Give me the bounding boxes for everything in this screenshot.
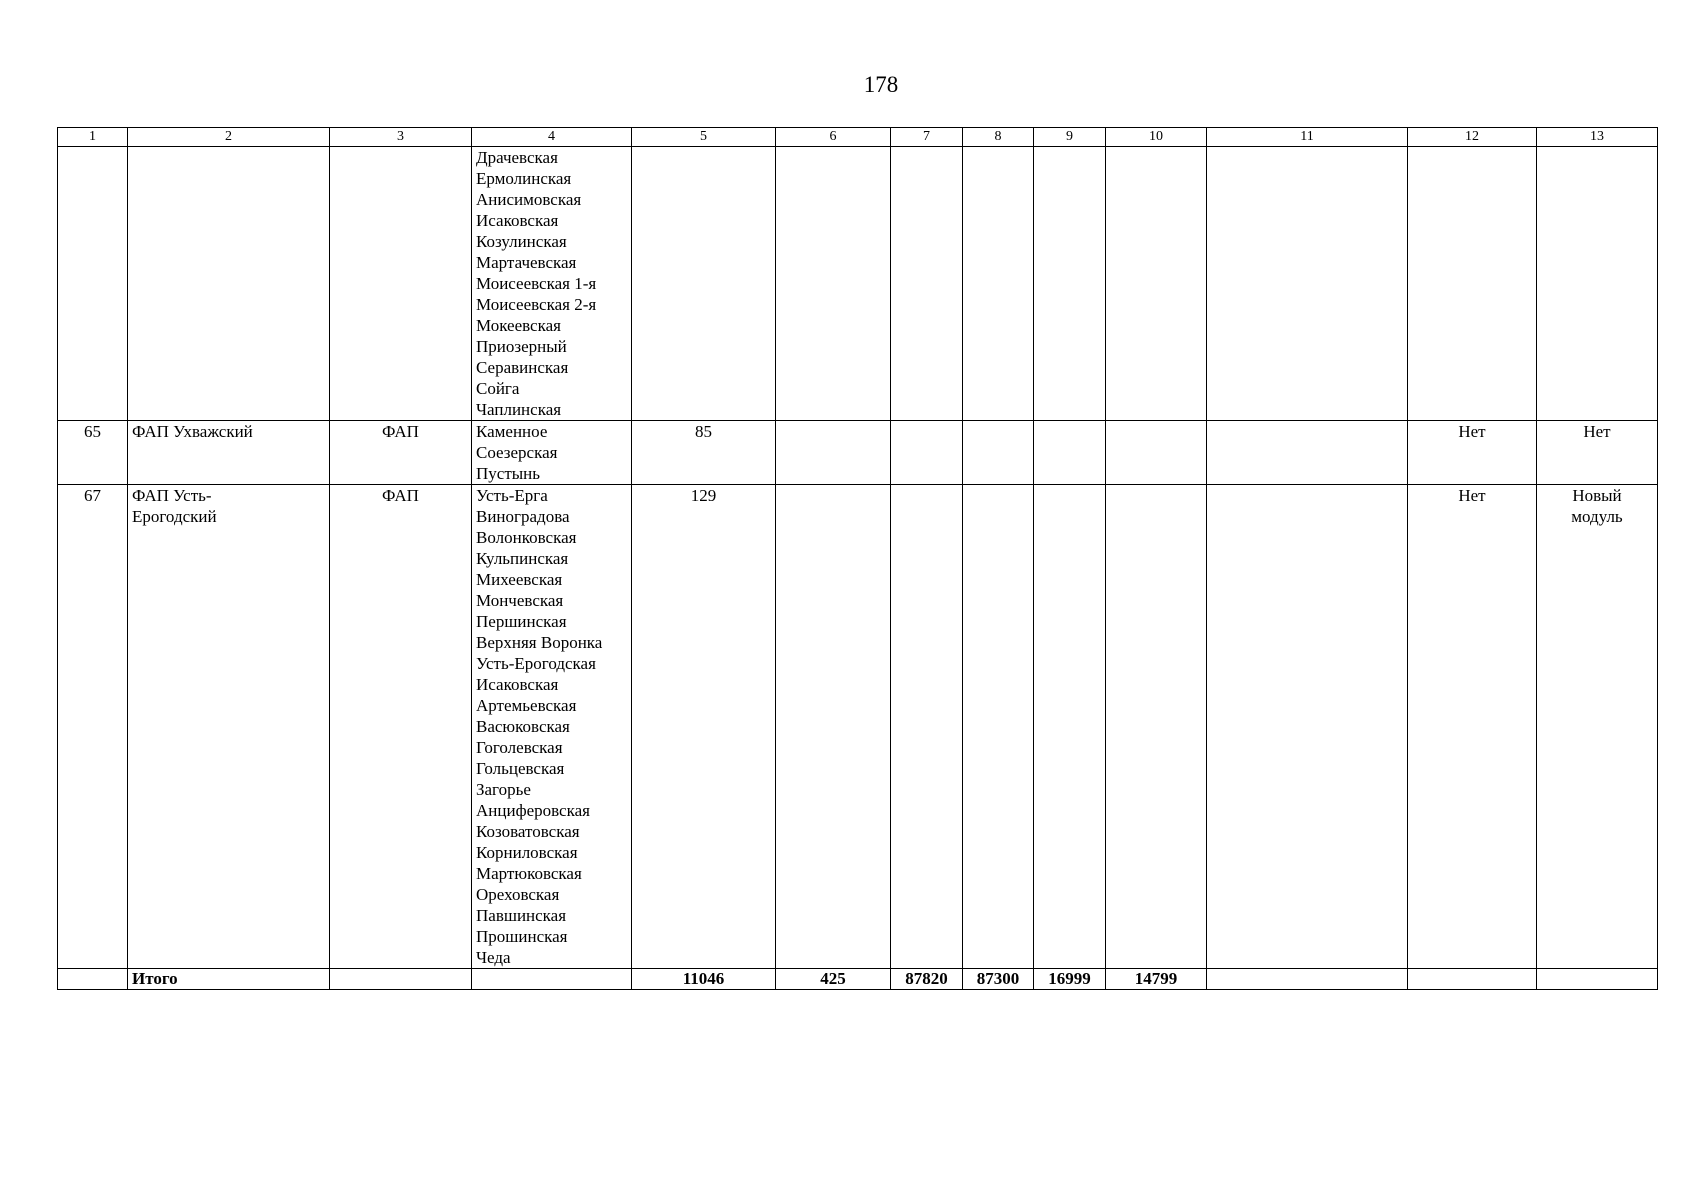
row-number-cell: 65 bbox=[58, 421, 128, 485]
column-header: 13 bbox=[1537, 128, 1658, 147]
data-cell bbox=[330, 969, 472, 990]
cell-line: Корниловская bbox=[476, 843, 578, 862]
cell-line: Першинская bbox=[476, 612, 567, 631]
column-header: 8 bbox=[963, 128, 1034, 147]
column-header: 5 bbox=[632, 128, 776, 147]
cell-line: Михеевская bbox=[476, 570, 563, 589]
data-cell bbox=[472, 969, 632, 990]
cell-line: Чеда bbox=[476, 948, 511, 967]
cell-line: Васюковская bbox=[476, 717, 570, 736]
status-cell: Нет bbox=[1408, 485, 1537, 969]
data-cell bbox=[1207, 421, 1408, 485]
total-value: 425 bbox=[776, 969, 891, 990]
data-cell bbox=[963, 485, 1034, 969]
cell-line: Нет bbox=[1583, 422, 1611, 441]
cell-line: Анциферовская bbox=[476, 801, 590, 820]
status-cell: Нет bbox=[1408, 421, 1537, 485]
status-cell bbox=[1408, 147, 1537, 421]
facility-name-cell bbox=[128, 421, 330, 485]
cell-line: Соезерская bbox=[476, 443, 558, 462]
cell-line: Чаплинская bbox=[476, 400, 562, 419]
table-row bbox=[58, 147, 1658, 421]
cell-line: Моисеевская 1-я bbox=[476, 274, 597, 293]
cell-line: Виноградова bbox=[476, 507, 570, 526]
column-header: 6 bbox=[776, 128, 891, 147]
table-row bbox=[58, 421, 1658, 485]
data-cell bbox=[1207, 485, 1408, 969]
note-cell bbox=[1537, 147, 1658, 421]
cell-line: Мартюковская bbox=[476, 864, 582, 883]
cell-line: Павшинская bbox=[476, 906, 567, 925]
note-cell bbox=[1537, 421, 1658, 485]
column-header: 7 bbox=[891, 128, 963, 147]
data-cell bbox=[1537, 969, 1658, 990]
data-cell bbox=[1408, 969, 1537, 990]
data-cell bbox=[1106, 147, 1207, 421]
cell-line: Козоватовская bbox=[476, 822, 580, 841]
data-cell bbox=[891, 485, 963, 969]
facility-name-cell bbox=[128, 147, 330, 421]
facility-type-cell: ФАП bbox=[330, 485, 472, 969]
cell-line: Исаковская bbox=[476, 675, 559, 694]
data-cell bbox=[1106, 485, 1207, 969]
column-header: 12 bbox=[1408, 128, 1537, 147]
population-cell: 85 bbox=[632, 421, 776, 485]
cell-line: Волонковская bbox=[476, 528, 577, 547]
cell-line: модуль bbox=[1571, 507, 1623, 526]
facility-type-cell bbox=[330, 147, 472, 421]
population-cell: 129 bbox=[632, 485, 776, 969]
cell-line: Мокеевская bbox=[476, 316, 561, 335]
total-value: 87300 bbox=[963, 969, 1034, 990]
data-cell bbox=[58, 969, 128, 990]
row-number-cell: 67 bbox=[58, 485, 128, 969]
data-cell bbox=[1106, 421, 1207, 485]
data-cell bbox=[776, 421, 891, 485]
column-header: 11 bbox=[1207, 128, 1408, 147]
column-number-row bbox=[58, 128, 1658, 147]
note-cell bbox=[1537, 485, 1658, 969]
cell-line: Ерогодский bbox=[132, 507, 217, 526]
row-number-cell bbox=[58, 147, 128, 421]
cell-line: Сойга bbox=[476, 379, 520, 398]
cell-line: Каменное bbox=[476, 422, 548, 441]
column-header: 2 bbox=[128, 128, 330, 147]
total-value: 11046 bbox=[632, 969, 776, 990]
cell-line: Мончевская bbox=[476, 591, 564, 610]
cell-line: Приозерный bbox=[476, 337, 567, 356]
total-value: 87820 bbox=[891, 969, 963, 990]
cell-line: Усть-Ерга bbox=[476, 486, 548, 505]
total-value: 16999 bbox=[1034, 969, 1106, 990]
cell-line: Кульпинская bbox=[476, 549, 569, 568]
settlement-list-cell bbox=[472, 147, 632, 421]
data-cell bbox=[1034, 485, 1106, 969]
cell-line: Драчевская bbox=[476, 148, 558, 167]
cell-line: Серавинская bbox=[476, 358, 569, 377]
cell-line: Мартачевская bbox=[476, 253, 577, 272]
cell-line: Пустынь bbox=[476, 464, 541, 483]
data-cell bbox=[1034, 147, 1106, 421]
table-row bbox=[58, 485, 1658, 969]
total-row bbox=[58, 969, 1658, 990]
population-cell bbox=[632, 147, 776, 421]
column-header: 1 bbox=[58, 128, 128, 147]
data-cell bbox=[1034, 421, 1106, 485]
column-header: 4 bbox=[472, 128, 632, 147]
facility-name-cell bbox=[128, 485, 330, 969]
total-label: Итого bbox=[128, 969, 330, 990]
cell-line: Верхняя Воронка bbox=[476, 633, 603, 652]
cell-line: Гольцевская bbox=[476, 759, 565, 778]
settlement-list-cell bbox=[472, 421, 632, 485]
cell-line: Прошинская bbox=[476, 927, 568, 946]
cell-line: Гоголевская bbox=[476, 738, 563, 757]
data-cell bbox=[1207, 969, 1408, 990]
settlement-list-cell bbox=[472, 485, 632, 969]
cell-line: Усть-Ерогодская bbox=[476, 654, 596, 673]
cell-line: Артемьевская bbox=[476, 696, 577, 715]
cell-line: ФАП Ухважский bbox=[132, 422, 253, 441]
data-cell bbox=[963, 147, 1034, 421]
cell-line: Ореховская bbox=[476, 885, 560, 904]
column-header: 9 bbox=[1034, 128, 1106, 147]
page-number: 178 bbox=[863, 72, 899, 97]
cell-line: Козулинская bbox=[476, 232, 567, 251]
cell-line: ФАП Усть- bbox=[132, 486, 212, 505]
data-cell bbox=[1207, 147, 1408, 421]
total-value: 14799 bbox=[1106, 969, 1207, 990]
data-cell bbox=[891, 421, 963, 485]
data-cell bbox=[776, 147, 891, 421]
cell-line: Анисимовская bbox=[476, 190, 582, 209]
data-cell bbox=[963, 421, 1034, 485]
cell-line: Загорье bbox=[476, 780, 531, 799]
data-cell bbox=[776, 485, 891, 969]
cell-line: Исаковская bbox=[476, 211, 559, 230]
cell-line: Моисеевская 2-я bbox=[476, 295, 597, 314]
column-header: 10 bbox=[1106, 128, 1207, 147]
cell-line: Новый bbox=[1572, 486, 1622, 505]
cell-line: Ермолинская bbox=[476, 169, 572, 188]
data-cell bbox=[891, 147, 963, 421]
column-header: 3 bbox=[330, 128, 472, 147]
report-table bbox=[57, 127, 1658, 990]
facility-type-cell: ФАП bbox=[330, 421, 472, 485]
